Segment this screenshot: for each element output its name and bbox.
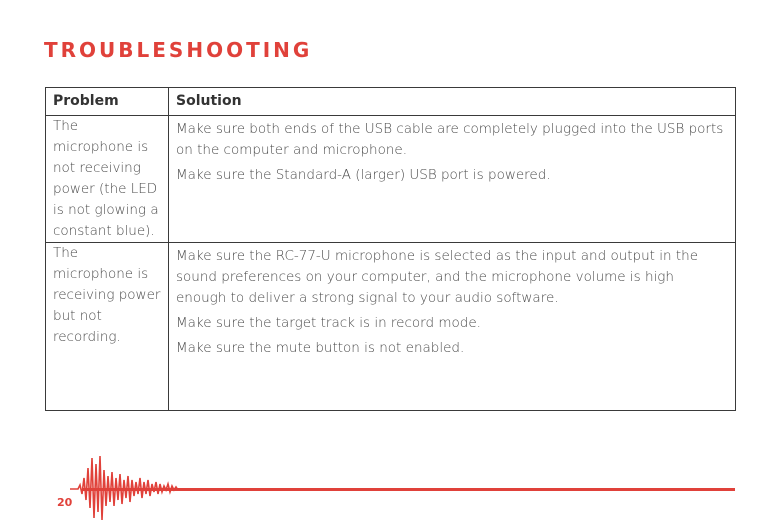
solution-text: Make sure the mute button is not enabled. bbox=[176, 340, 465, 356]
solution-cell bbox=[169, 243, 736, 411]
footer-divider bbox=[82, 488, 735, 491]
header-solution: Solution bbox=[169, 88, 736, 116]
solution-cell bbox=[169, 116, 736, 243]
troubleshooting-table bbox=[45, 87, 736, 411]
table-row bbox=[46, 116, 736, 243]
problem-cell: The microphone is not receiving power (the LED is not glowing a constant blue). bbox=[46, 116, 169, 243]
solution-text: Make sure both ends of the USB cable are completely plugged into the USB ports on the computer and microphone. bbox=[176, 121, 724, 158]
page-number: 20 bbox=[57, 496, 73, 509]
problem-cell: The microphone is receiving power but not recording. bbox=[46, 243, 169, 411]
table-row bbox=[46, 243, 736, 411]
solution-text: Make sure the RC-77-U microphone is selected as the input and output in the sound preferences on your computer, and the microphone volume is high enough to deliver a strong signal to your audio software. bbox=[176, 248, 699, 306]
page-title: TROUBLESHOOTING bbox=[44, 38, 313, 62]
solution-text: Make sure the Standard-A (larger) USB port is powered. bbox=[176, 167, 551, 183]
header-problem: Problem bbox=[46, 88, 169, 116]
solution-text: Make sure the target track is in record mode. bbox=[176, 315, 481, 331]
table-header-row bbox=[46, 88, 736, 116]
